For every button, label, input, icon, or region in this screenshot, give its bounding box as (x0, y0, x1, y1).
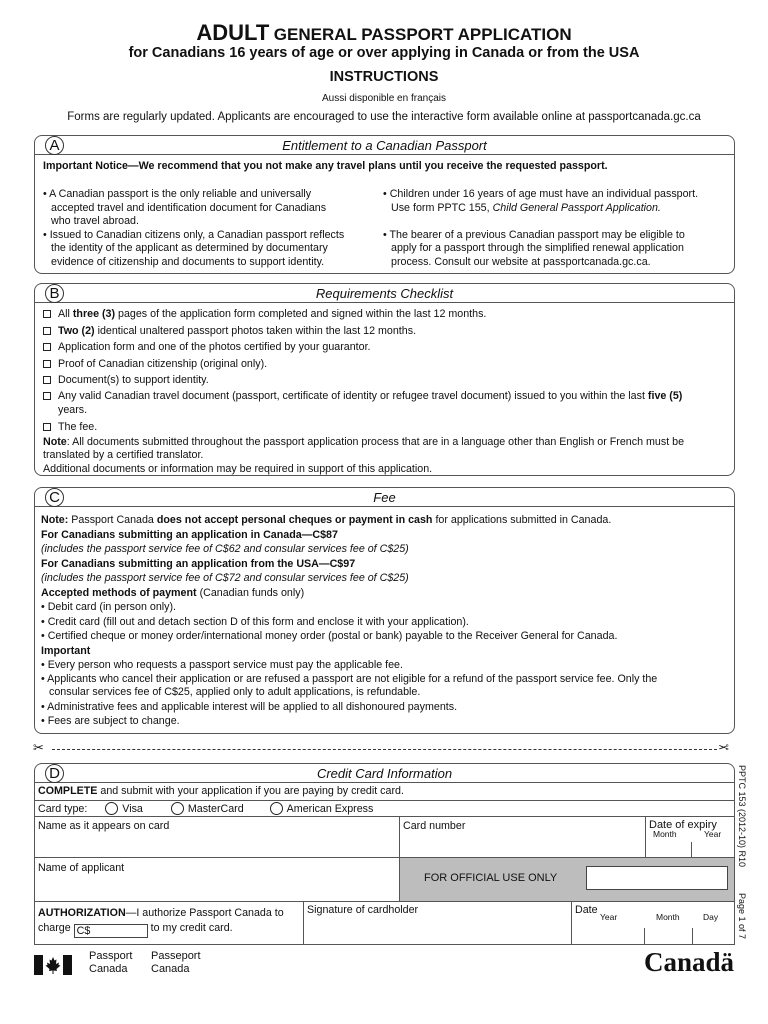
important-notice: Important Notice—We recommend that you not make any travel plans until you receive the requested passport. (43, 160, 608, 172)
note-label: Note: (41, 514, 69, 526)
right-bullet-line (383, 202, 698, 216)
name-on-card-label: Name as it appears on card (38, 820, 170, 832)
canada-wordmark: Canadä (643, 947, 734, 977)
complete-text: and submit with your application if you are paying by credit card. (100, 785, 404, 797)
checklist-checkbox[interactable] (43, 343, 51, 351)
charge-amount-input[interactable] (74, 924, 148, 938)
note-text: translated by a certified translator. (43, 449, 204, 462)
methods-detail: (Canadian funds only) (199, 586, 305, 599)
note-text: Passport Canada (71, 514, 154, 526)
passport-fr-line: Canada (151, 962, 190, 975)
mastercard-label: MasterCard (187, 803, 244, 815)
card-type-label: Card type: (38, 803, 88, 815)
passport-fr-line: Passeport (151, 950, 201, 962)
payment-methods-heading (41, 586, 657, 601)
date-month-label: Month (656, 912, 680, 922)
important-item: • Every person who requests a passport service must pay the applicable fee. (41, 659, 403, 671)
section-c-title: Fee (373, 490, 396, 505)
form-code: PPTC 153 (2012-10) R10 (737, 765, 747, 868)
currency-label: C$ (76, 925, 91, 937)
fee-details (41, 513, 657, 729)
important-text: consular services fee of C$25, applied only to adult applications, is refundable. (49, 686, 421, 699)
date-label: Date (575, 904, 598, 916)
section-d-letter: D (45, 764, 64, 783)
canada-fee: For Canadians submitting an application in Canada—C$87 (41, 528, 338, 541)
signature-field[interactable] (304, 902, 572, 945)
right-bullet-line: apply for a passport through the simplified renewal application (391, 242, 684, 255)
expiry-label: Date of expiry (649, 819, 717, 831)
checklist-item (43, 372, 684, 389)
scissors-right-icon: ✂ (718, 740, 729, 755)
official-use-area (400, 858, 735, 902)
amex-label: American Express (286, 803, 374, 815)
applicant-name-field[interactable] (35, 858, 400, 902)
additional-docs-note: Additional documents or information may be required in support of this application. (43, 462, 433, 475)
visa-label: Visa (122, 803, 143, 815)
name-on-card-field[interactable] (35, 816, 400, 858)
left-bullet-line: • Issued to Canadian citizens only, a Canadian passport reflects (43, 228, 345, 241)
signature-label: Signature of cardholder (307, 904, 419, 916)
entitlement-right-bullets (383, 188, 698, 270)
payment-method: • Certified cheque or money order/international money order (postal or bank) payable to the Receiver General for Canada. (41, 630, 618, 642)
page-subtitle: for Canadians 16 years of age or over applying in Canada or from the USA (128, 45, 640, 61)
payment-method: • Debit card (in person only). (41, 601, 177, 613)
checklist-text: pages of the application form completed and signed within the last 12 months. (118, 308, 487, 320)
authorization-field (35, 902, 304, 945)
canada-flag-icon (34, 955, 72, 975)
checklist-checkbox[interactable] (43, 327, 51, 335)
pptc-155-ref: Use form PPTC 155, (391, 201, 490, 214)
checklist-checkbox[interactable] (43, 360, 51, 368)
note-label: Note (43, 435, 67, 448)
expiry-date-field[interactable] (646, 816, 735, 858)
section-c-letter: C (45, 488, 64, 507)
authorization-text: —I authorize Passport Canada to (125, 907, 284, 919)
checklist-text: All (58, 308, 70, 320)
payment-method: • Credit card (fill out and detach section D of this form and enclose it with your application). (41, 615, 469, 628)
checklist (43, 306, 684, 477)
page-number: Page 1 of 7 (737, 893, 747, 940)
entitlement-left-bullets (43, 188, 344, 270)
title-rest: GENERAL PASSPORT APPLICATION (273, 25, 572, 44)
checklist-text: Proof of Canadian citizenship (original only). (58, 357, 268, 370)
child-form-name: Child General Passport Application. (492, 201, 661, 214)
mastercard-radio[interactable] (171, 802, 184, 815)
important-item (41, 673, 657, 700)
passport-en-line: Passport (89, 950, 133, 962)
date-year-label: Year (600, 912, 618, 922)
checklist-text: Application form and one of the photos certified by your guarantor. (58, 341, 371, 354)
section-a-header (35, 136, 734, 155)
usa-fee: For Canadians submitting an application from the USA—C$97 (41, 557, 356, 570)
checklist-text: Any valid Canadian travel document (passport, certificate of identity or refugee travel document) issued to you within the last (58, 389, 645, 402)
card-number-label: Card number (403, 820, 466, 832)
card-type-row (38, 802, 373, 817)
checklist-item (43, 339, 684, 356)
section-b-header (35, 284, 734, 303)
cut-line (52, 749, 717, 750)
translation-note (43, 436, 684, 477)
methods-label: Accepted methods of payment (41, 586, 197, 599)
usa-fee-detail: (includes the passport service fee of C$72 and consular services fee of C$25) (41, 572, 409, 584)
applicant-name-label: Name of applicant (38, 862, 125, 874)
checklist-text: Document(s) to support identity. (58, 374, 209, 387)
section-a-title: Entitlement to a Canadian Passport (282, 138, 487, 153)
canada-fee-detail: (includes the passport service fee of C$62 and consular services fee of C$25) (41, 543, 409, 555)
checklist-item (43, 356, 684, 373)
left-bullet-line: evidence of citizenship and documents to support identity. (51, 255, 325, 268)
expiry-year-label: Year (704, 829, 722, 839)
section-a-letter: A (45, 136, 64, 155)
authorization-label: AUTHORIZATION (38, 907, 126, 919)
complete-label: COMPLETE (38, 785, 98, 797)
section-d-header (35, 764, 734, 783)
checklist-item (43, 390, 684, 417)
important-text: • Applicants who cancel their application or are refused a passport are not eligible for a refund of the passport service fee. Only the (41, 672, 658, 685)
expiry-month-label: Month (653, 829, 677, 839)
left-bullet-line: who travel abroad. (51, 215, 139, 228)
instructions-heading: INSTRUCTIONS (329, 69, 439, 85)
title-adult: ADULT (196, 20, 270, 45)
amex-radio[interactable] (270, 802, 283, 815)
right-bullet-line: • Children under 16 years of age must have an individual passport. (383, 188, 699, 200)
complete-instruction (38, 785, 404, 799)
checklist-emphasis: five (5) (647, 389, 683, 402)
note-text: : All documents submitted throughout the passport application process that are in a language other than English or French must be (66, 435, 685, 448)
charge-label: charge (38, 922, 71, 934)
checklist-checkbox[interactable] (43, 392, 51, 400)
date-day-label: Day (703, 912, 719, 922)
important-heading: Important (41, 644, 91, 657)
section-c-header (35, 488, 734, 507)
visa-radio[interactable] (105, 802, 118, 815)
left-bullet-line: accepted travel and identification document for Canadians (51, 201, 327, 214)
checklist-item (43, 306, 684, 323)
section-b-checklist (34, 283, 735, 476)
checklist-text: The fee. (58, 421, 98, 434)
checklist-checkbox[interactable] (43, 376, 51, 384)
card-number-field[interactable] (400, 816, 646, 858)
french-availability-note: Aussi disponible en français (322, 93, 446, 104)
checklist-emphasis: three (3) (72, 308, 116, 320)
scissors-left-icon: ✂ (33, 740, 44, 755)
to-card-text: to my credit card. (150, 922, 233, 934)
checklist-text: years. (58, 403, 88, 416)
section-c-fee (34, 487, 735, 734)
checklist-emphasis: Two (2) (58, 324, 95, 337)
passport-en-line: Canada (89, 962, 128, 975)
important-item: • Fees are subject to change. (41, 715, 180, 728)
note-text: for applications submitted in Canada. (435, 514, 612, 526)
note-emphasis: does not accept personal cheques or payment in cash (156, 514, 433, 526)
page-title (0, 20, 768, 46)
important-item: • Administrative fees and applicable interest will be applied to all dishonoured payments. (41, 700, 458, 713)
form-update-note: Forms are regularly updated. Applicants are encouraged to use the interactive form available online at passportcanada.gc.ca (67, 111, 701, 123)
right-bullet-line: process. Consult our website at passportcanada.gc.ca. (391, 255, 651, 268)
section-b-title: Requirements Checklist (315, 286, 454, 301)
right-bullet-line: • The bearer of a previous Canadian passport may be eligible to (383, 228, 685, 241)
section-b-letter: B (45, 284, 64, 303)
payment-note (41, 513, 657, 528)
section-d-title: Credit Card Information (316, 766, 453, 781)
checklist-item (43, 419, 684, 436)
checklist-text: identical unaltered passport photos taken within the last 12 months. (97, 324, 417, 337)
checklist-checkbox[interactable] (43, 423, 51, 431)
date-field[interactable] (572, 902, 735, 945)
section-d-credit-card (34, 763, 735, 945)
section-a-entitlement (34, 135, 735, 274)
checklist-item (43, 323, 684, 340)
left-bullet-line: • A Canadian passport is the only reliable and universally (43, 188, 312, 200)
official-use-box (586, 866, 728, 890)
checklist-checkbox[interactable] (43, 310, 51, 318)
left-bullet-line: the identity of the applicant as determined by documentary (51, 242, 328, 255)
official-use-label: FOR OFFICIAL USE ONLY (424, 872, 558, 884)
